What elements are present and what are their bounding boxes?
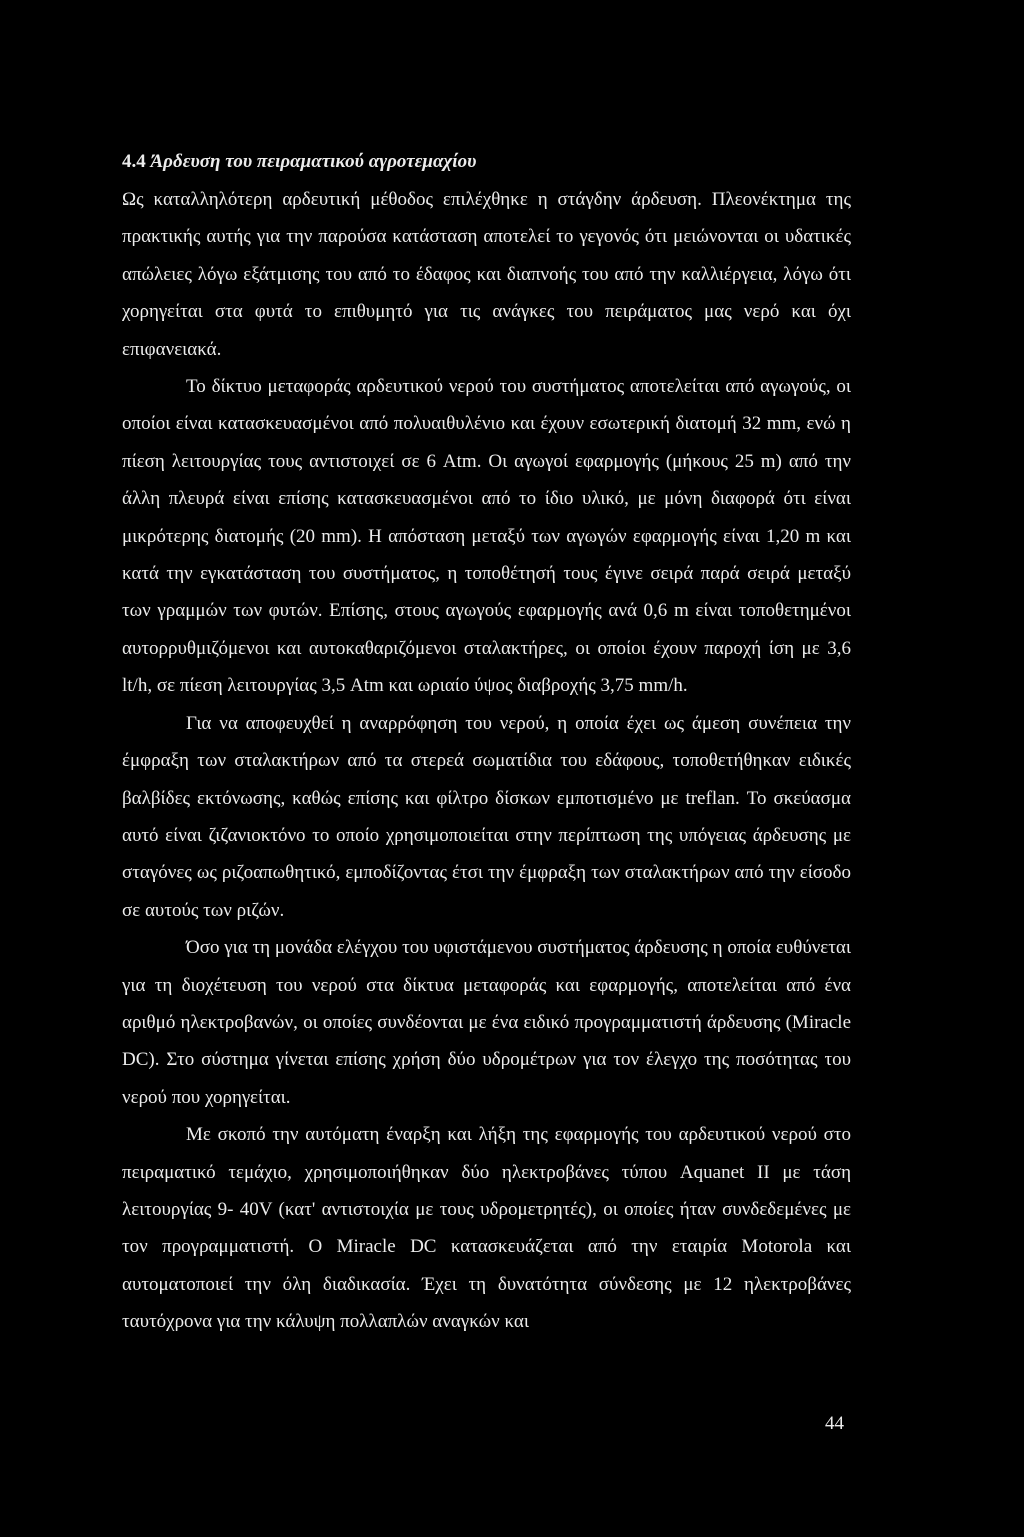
paragraph-3: Για να αποφευχθεί η αναρρόφηση του νερού, η οποία έχει ως άμεση συνέπεια την έμφραξη των σταλακτήρων από τα στερεά σωματίδια του εδάφους, τοποθετήθηκαν ειδικές βαλβίδες εκτόνωσης, καθώς επίσης και φίλτρο δίσκων εμποτισμένο με treflan. Το σκεύασμα αυτό είναι ζιζανιοκτόνο το οποίο χρησιμοποιείται στην περίπτωση της υπόγειας άρδευσης με σταγόνες ως ριζοαπωθητικό, εμποδίζοντας έτσι την έμφραξη των σταλακτήρων από την είσοδο σε αυτούς των ριζών. [122,712,851,921]
paragraph-5: Με σκοπό την αυτόματη έναρξη και λήξη της εφαρμογής του αρδευτικού νερού στο πειραματικό τεμάχιο, χρησιμοποιήθηκαν δύο ηλεκτροβάνες τύπου Aquanet II με τάση λειτουργίας 9- 40V (κατ' αντιστοιχία με τους υδρομετρητές), οι οποίες ήταν συνδεδεμένες με τον προγραμματιστή. Ο Miracle DC κατασκευάζεται από την εταιρία Motorola και αυτοματοποιεί την όλη διαδικασία. Έχει τη δυνατότητα σύνδεσης με 12 ηλεκτροβάνες ταυτόχρονα για την κάλυψη πολλαπλών αναγκών και [122,1124,851,1333]
paragraph-4: Όσο για τη μονάδα ελέγχου του υφιστάμενου συστήματος άρδευσης η οποία ευθύνεται για τη διοχέτευση του νερού στα δίκτυα μεταφοράς και εφαρμογής, αποτελείται από ένα αριθμό ηλεκτροβανών, οι οποίες συνδέονται με ένα ειδικό προγραμματιστή άρδευσης (Miracle DC). Στο σύστημα γίνεται επίσης χρήση δύο υδρομέτρων για τον έλεγχο της ποσότητας του νερού που χορηγείται. [122,937,851,1108]
section-heading [122,143,851,181]
section-title: Άρδευση του πειραματικού αγροτεμαχίου [150,151,477,172]
paragraph-1: Ως καταλληλότερη αρδευτική μέθοδος επιλέχθηκε η στάγδην άρδευση. Πλεονέκτημα της πρακτικής αυτής για την παρούσα κατάσταση αποτελεί το γεγονός ότι μειώνονται οι υδατικές απώλειες λόγω εξάτμισης του από το έδαφος και διαπνοής του από την καλλιέργεια, λόγω ότι χορηγείται στα φυτά το επιθυμητό για τις ανάγκες του πειράματος μας νερό και όχι επιφανειακά. [122,189,851,360]
section-number: 4.4 [122,151,146,172]
document-page [122,143,851,1341]
page-number: 44 [825,1413,844,1434]
paragraph-2: Το δίκτυο μεταφοράς αρδευτικού νερού του συστήματος αποτελείται από αγωγούς, οι οποίοι είναι κατασκευασμένοι από πολυαιθυλένιο και έχουν εσωτερική διατομή 32 mm, ενώ η πίεση λειτουργίας τους αντιστοιχεί σε 6 Atm. Οι αγωγοί εφαρμογής (μήκους 25 m) από την άλλη πλευρά είναι επίσης κατασκευασμένοι από το ίδιο υλικό, με μόνη διαφορά ότι είναι μικρότερης διατομής (20 mm). Η απόσταση μεταξύ των αγωγών εφαρμογής είναι 1,20 m και κατά την εγκατάσταση του συστήματος, η τοποθέτησή τους έγινε σειρά παρά σειρά μεταξύ των γραμμών των φυτών. Επίσης, στους αγωγούς εφαρμογής ανά 0,6 m είναι τοποθετημένοι αυτορρυθμιζόμενοι και αυτοκαθαριζόμενοι σταλακτήρες, οι οποίοι έχουν παροχή ίση με 3,6 lt/h, σε πίεση λειτουργίας 3,5 Atm και ωριαίο ύψος διαβροχής 3,75 mm/h. [122,376,851,697]
